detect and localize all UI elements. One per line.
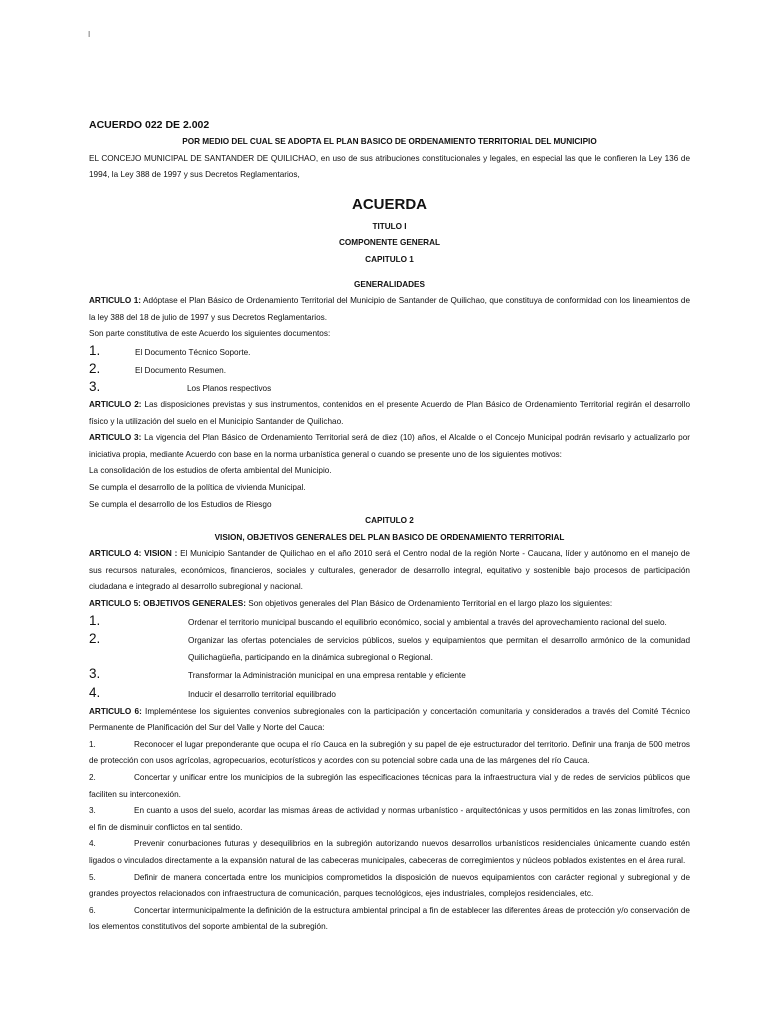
list-item: 4. Inducir el desarrollo territorial equilibrado [89,685,336,701]
titulo-heading: TITULO I [372,221,407,231]
articulo-5: ARTICULO 5: OBJETIVOS GENERALES: Son objetivos generales del Plan Básico de Ordenamiento Territorial en el largo plazo los siguientes: [89,599,613,609]
list-item: 3. Transformar la Administración municipal en una empresa rentable y eficiente [89,666,466,682]
articulo-2: ARTICULO 2: Las disposiciones previstas y sus instrumentos, contenidos en el presente Acuerdo de Plan Básico de Ordenamiento Territorial regirán el desarrollo físico y la utilización del suelo en el Municipio Santander de Quilichao. [89,399,690,426]
adoption-title: POR MEDIO DEL CUAL SE ADOPTA EL PLAN BASICO DE ORDENAMIENTO TERRITORIAL DEL MUNICIPIO [182,137,597,146]
list-item: 2. Organizar las ofertas potenciales de servicios públicos, suelos y equipamientos que permitan el desarrollo armónico de la comunidad Quilichagüeña, participando en la dinámica subregional o Regional. [89,631,690,662]
list-item: 5. Definir de manera concertada entre los municipios comprometidos la disposición de nuevos equipamientos con carácter regional y subregional y de grandes proyectos relacionados con infraestructura de comunicación, parques tecnológicos, ejes industriales, complejos residenciales, etc. [89,872,690,899]
articulo-1: ARTICULO 1: Adóptase el Plan Básico de Ordenamiento Territorial del Municipio de Santander de Quilichao, que constituya de conformidad con los lineamientos de la ley 388 del 18 de julio de 1997 y sus Decretos Reglamentarios. [89,296,690,322]
list-item: 4. Prevenir conurbaciones futuras y desequilibrios en la subregión autorizando nuevos desarrollos urbanísticos residenciales únicamente cuando estén ligados o vinculados directamente a la expansión natural de las cabeceras municipales, cabeceras de corregimientos y núcleos poblados existentes en el área rural. [89,839,690,865]
document-body [89,118,690,936]
list-item: 2. El Documento Resumen. [89,360,227,376]
list-item: 3. Los Planos respectivos [89,378,272,394]
articulo-4: ARTICULO 4: VISION : El Municipio Santander de Quilichao en el año 2010 será el Centro nodal de la región Norte - Caucana, líder y autónomo en el manejo de sus recursos naturales, económicos, financieros, sociales y culturales, generador de desarrollo integral, equitativo y sostenible bajo procesos de participación ciudadana e integrado al desarrollo subregional y nacional. [89,549,690,592]
list-item: 2. Concertar y unificar entre los municipios de la subregión las especificaciones técnicas para la infraestructura vial y de redes de servicios públicos que faciliten su interconexión. [89,773,690,799]
capitulo1-heading: CAPITULO 1 [365,254,414,264]
list-item: 3. En cuanto a usos del suelo, acordar las mismas áreas de actividad y normas urbanístico - arquitectónicas y usos permitidos en las zonas limítrofes, con el fin de disminuir conflictos en tal sentido. [89,806,690,832]
acuerdo-number: ACUERDO 022 DE 2.002 [89,119,210,131]
page-mark: I [88,30,91,39]
generalidades-heading: GENERALIDADES [354,279,425,289]
list-item: 1. Reconocer el lugar preponderante que ocupa el río Cauca en la subregión y su papel de eje estructurador del territorio. Definir una franja de 500 metros de protección con usos agrícolas, agropecuarios, ecoturísticos y acordes con su potencial sobre cada una de las márgenes del río Cauca. [89,739,690,766]
acuerda-heading: ACUERDA [352,195,427,213]
componente-heading: COMPONENTE GENERAL [339,238,440,248]
motivo-item: Se cumpla el desarrollo de la política de vivienda Municipal. [89,482,306,492]
capitulo2-title: VISION, OBJETIVOS GENERALES DEL PLAN BASICO DE ORDENAMIENTO TERRITORIAL [214,532,565,542]
list-item: 1. El Documento Técnico Soporte. [89,342,251,358]
articulo-1-intro: Son parte constitutiva de este Acuerdo los siguientes documentos: [89,329,331,339]
list-item: 6. Concertar intermunicipalmente la definición de la estructura ambiental principal a fin de establecer las diferentes áreas de protección y/o conservación de los elementos constitutivos del soporte ambiental de la subregión. [89,905,690,932]
preamble: EL CONCEJO MUNICIPAL DE SANTANDER DE QUILICHAO, en uso de sus atribuciones constitucionales y legales, en especial las que le confieren la Ley 136 de 1994, la Ley 388 de 1997 y sus Decretos Reglamentarios, [89,153,690,180]
motivo-item: Se cumpla el desarrollo de los Estudios de Riesgo [89,499,272,509]
capitulo2-heading: CAPITULO 2 [365,516,414,526]
motivo-item: La consolidación de los estudios de oferta ambiental del Municipio. [89,466,332,476]
list-item: 1. Ordenar el territorio municipal buscando el equilibrio económico, social y ambiental a través del aprovechamiento racional del suelo. [89,612,667,628]
articulo-6: ARTICULO 6: Impleméntese los siguientes convenios subregionales con la participación y concertación comunitaria y considerados a través del Comité Técnico Permanente de Planificación del Sur del Valle y Norte del Cauca: [89,706,690,733]
articulo-3: ARTICULO 3: La vigencia del Plan Básico de Ordenamiento Territorial será de diez (10) años, el Alcalde o el Concejo Municipal podrán revisarlo y actualizarlo por iniciativa propia, mediante Acuerdo con base en la norma urbanística general o cuando se presente uno de los siguientes motivos: [89,433,690,459]
